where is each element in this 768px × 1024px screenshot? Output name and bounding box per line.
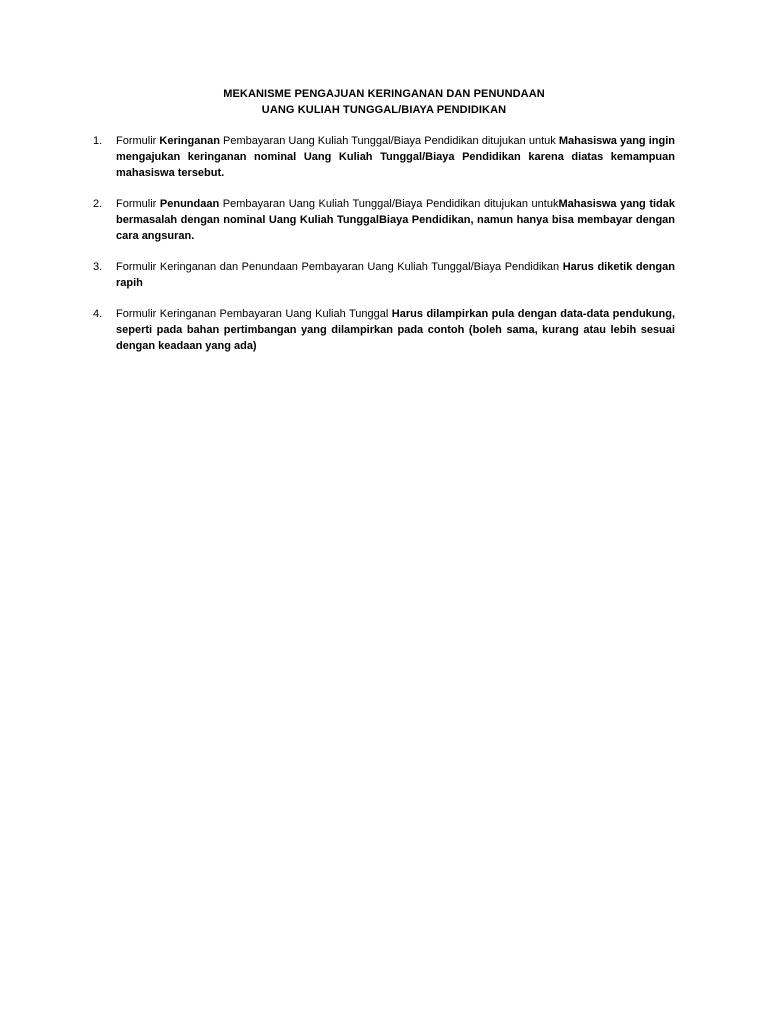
text-run: Formulir — [116, 135, 160, 147]
document-title-line-1: MEKANISME PENGAJUAN KERINGANAN DAN PENUNDAAN — [223, 88, 545, 100]
text-run-bold: Mahasiswa yang tidak bermasalah dengan nominal Uang Kuliah TunggalBiaya Pendidikan, namun hanya bisa membayar dengan cara angsuran. — [116, 198, 676, 242]
text-run: Formulir Keringanan Pembayaran Uang Kuliah Tunggal — [116, 308, 392, 320]
document-title-line-2: UANG KULIAH TUNGGAL/BIAYA PENDIDIKAN — [261, 104, 507, 116]
list-item-number: 4. — [93, 308, 103, 320]
list-item-text — [116, 196, 675, 244]
text-run: Formulir Keringanan dan Penundaan Pembayaran Uang Kuliah Tunggal/Biaya Pendidikan — [116, 261, 563, 273]
text-run: Pembayaran Uang Kuliah Tunggal/Biaya Pendidikan ditujukan untuk — [219, 198, 559, 210]
list-item-number: 1. — [93, 135, 103, 147]
list-item-text — [116, 133, 675, 181]
list-item-number: 3. — [93, 261, 103, 273]
text-run-bold: Harus diketik dengan rapih — [116, 261, 675, 289]
list-item-text — [116, 259, 675, 291]
text-run-bold: Penundaan — [159, 198, 220, 210]
text-run-bold: Harus dilampirkan pula dengan data-data pendukung, seperti pada bahan pertimbangan yang dilampirkan pada contoh (boleh sama, kurang atau lebih sesuai dengan keadaan yang ada) — [116, 308, 675, 352]
list-item-number: 2. — [93, 198, 103, 210]
text-run: Formulir — [116, 198, 160, 210]
text-run: Pembayaran Uang Kuliah Tunggal/Biaya Pendidikan ditujukan untuk — [219, 135, 559, 147]
list-item-text — [116, 306, 675, 354]
text-run-bold: Keringanan — [159, 135, 220, 147]
text-run-bold: Mahasiswa yang ingin mengajukan keringanan nominal Uang Kuliah Tunggal/Biaya Pendidikan karena diatas kemampuan mahasiswa tersebut. — [116, 135, 675, 179]
